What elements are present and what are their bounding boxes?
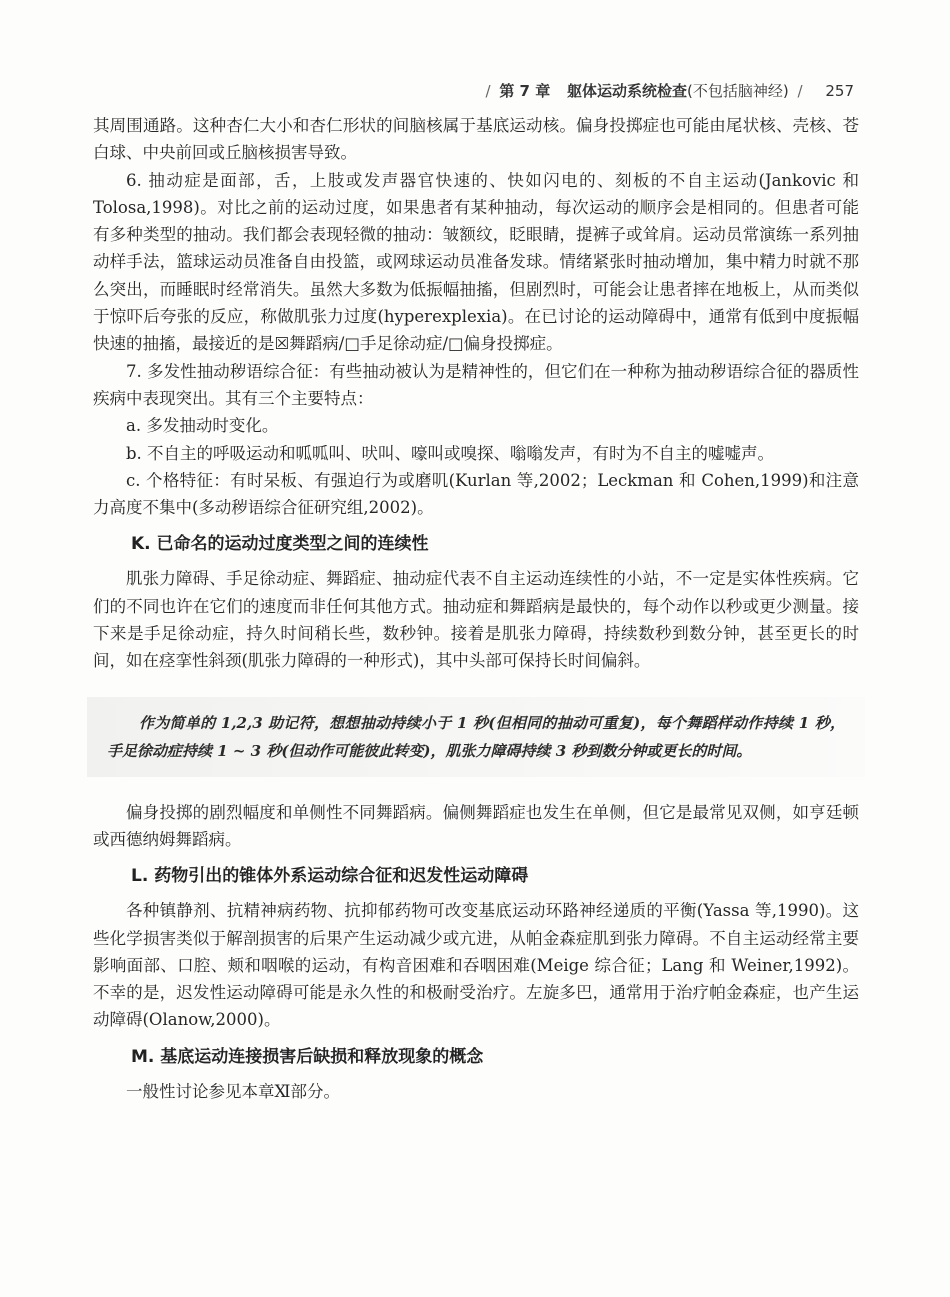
- paragraph-item-6: 6. 抽动症是面部，舌，上肢或发声器官快速的、快如闪电的、刻板的不自主运动(Jankovic 和 Tolosa,1998)。对比之前的运动过度，如果患者有某种抽动，每次运动的顺序会是相同的。但患者可能有多种类型的抽动。我们都会表现轻微的抽动：皱额纹，眨眼睛，提裤子或耸肩。运动员常演练一系列抽动样手法，篮球运动员准备自由投篮，或网球运动员准备发球。情绪紧张时抽动增加，集中精力时就不那么突出，而睡眠时经常消失。虽然大多数为低振幅抽搐，但剧烈时，可能会让患者摔在地板上，从而类似于惊吓后夸张的反应，称做肌张力过度(hyperexplexia)。在已讨论的运动障碍中，通常有低到中度振幅快速的抽搐，最接近的是☒舞蹈病/□手足徐动症/□偏身投掷症。: [93, 170, 859, 354]
- page-body: [93, 112, 859, 1105]
- paragraph-continuation: 其周围通路。这种杏仁大小和杏仁形状的间脑核属于基底运动核。偏身投掷症也可能由尾状核、壳核、苍白球、中央前回或丘脑核损害导致。: [93, 116, 859, 163]
- section-l-paragraph: 各种镇静剂、抗精神病药物、抗抑郁药物可改变基底运动环路神经递质的平衡(Yassa 等,1990)。这些化学损害类似于解剖损害的后果产生运动减少或亢进，从帕金森症肌到张力障碍。不自主运动经常主要影响面部、口腔、颊和咽喉的运动，有构音困难和吞咽困难(Meige 综合征；Lang 和 Weiner,1992)。不幸的是，迟发性运动障碍可能是永久性的和极耐受治疗。左旋多巴，通常用于治疗帕金森症，也产生运动障碍(Olanow,2000)。: [93, 901, 859, 1030]
- section-heading-l: L. 药物引出的锥体外系运动综合征和迟发性运动障碍: [131, 866, 529, 887]
- mnemonic-callout: [87, 697, 865, 777]
- header-divider: /: [797, 82, 803, 100]
- header-divider: /: [485, 82, 491, 100]
- section-m-paragraph: 一般性讨论参见本章Ⅺ部分。: [126, 1081, 340, 1101]
- header-chapter: 第 7 章: [499, 82, 551, 100]
- section-k-paragraph: 肌张力障碍、手足徐动症、舞蹈症、抽动症代表不自主运动连续性的小站，不一定是实体性疾病。它们的不同也许在它们的速度而非任何其他方式。抽动症和舞蹈病是最快的，每个动作以秒或更少测量。接下来是手足徐动症，持久时间稍长些，数秒钟。接着是肌张力障碍，持续数秒到数分钟，甚至更长的时间，如在痉挛性斜颈(肌张力障碍的一种形式)，其中头部可保持长时间偏斜。: [93, 569, 859, 671]
- list-item-c: c. 个格特征：有时呆板、有强迫行为或磨叽(Kurlan 等,2002；Leckman 和 Cohen,1999)和注意力高度不集中(多动秽语综合征研究组,2002)。: [93, 470, 859, 518]
- section-heading-k: K. 已命名的运动过度类型之间的连续性: [131, 534, 429, 555]
- header-subtitle: (不包括脑神经): [687, 82, 789, 100]
- section-heading-m: M. 基底运动连接损害后缺损和释放现象的概念: [131, 1046, 484, 1067]
- page-number: 257: [825, 82, 854, 100]
- header-title: 躯体运动系统检查: [567, 82, 688, 100]
- list-item-a: a. 多发抽动时变化。: [126, 416, 279, 436]
- list-item-b: b. 不自主的呼吸运动和呱呱叫、吠叫、嚎叫或嗅探、嗡嗡发声，有时为不自主的嘘嘘声。: [126, 443, 775, 463]
- running-header: [481, 80, 854, 101]
- callout-text: 作为简单的 1,2,3 助记符，想想抽动持续小于 1 秒(但相同的抽动可重复)，每个舞蹈样动作持续 1 秒，手足徐动症持续 1 ~ 3 秒(但动作可能彼此转变)，肌张力障碍持续 3 秒到数分钟或更长的时间。: [107, 713, 845, 760]
- paragraph-item-7: 7. 多发性抽动秽语综合征：有些抽动被认为是精神性的，但它们在一种称为抽动秽语综合征的器质性疾病中表现突出。其有三个主要特点：: [93, 361, 859, 408]
- section-k-paragraph-2: 偏身投掷的剧烈幅度和单侧性不同舞蹈病。偏侧舞蹈症也发生在单侧，但它是最常见双侧，如亨廷顿或西德纳姆舞蹈病。: [93, 802, 859, 849]
